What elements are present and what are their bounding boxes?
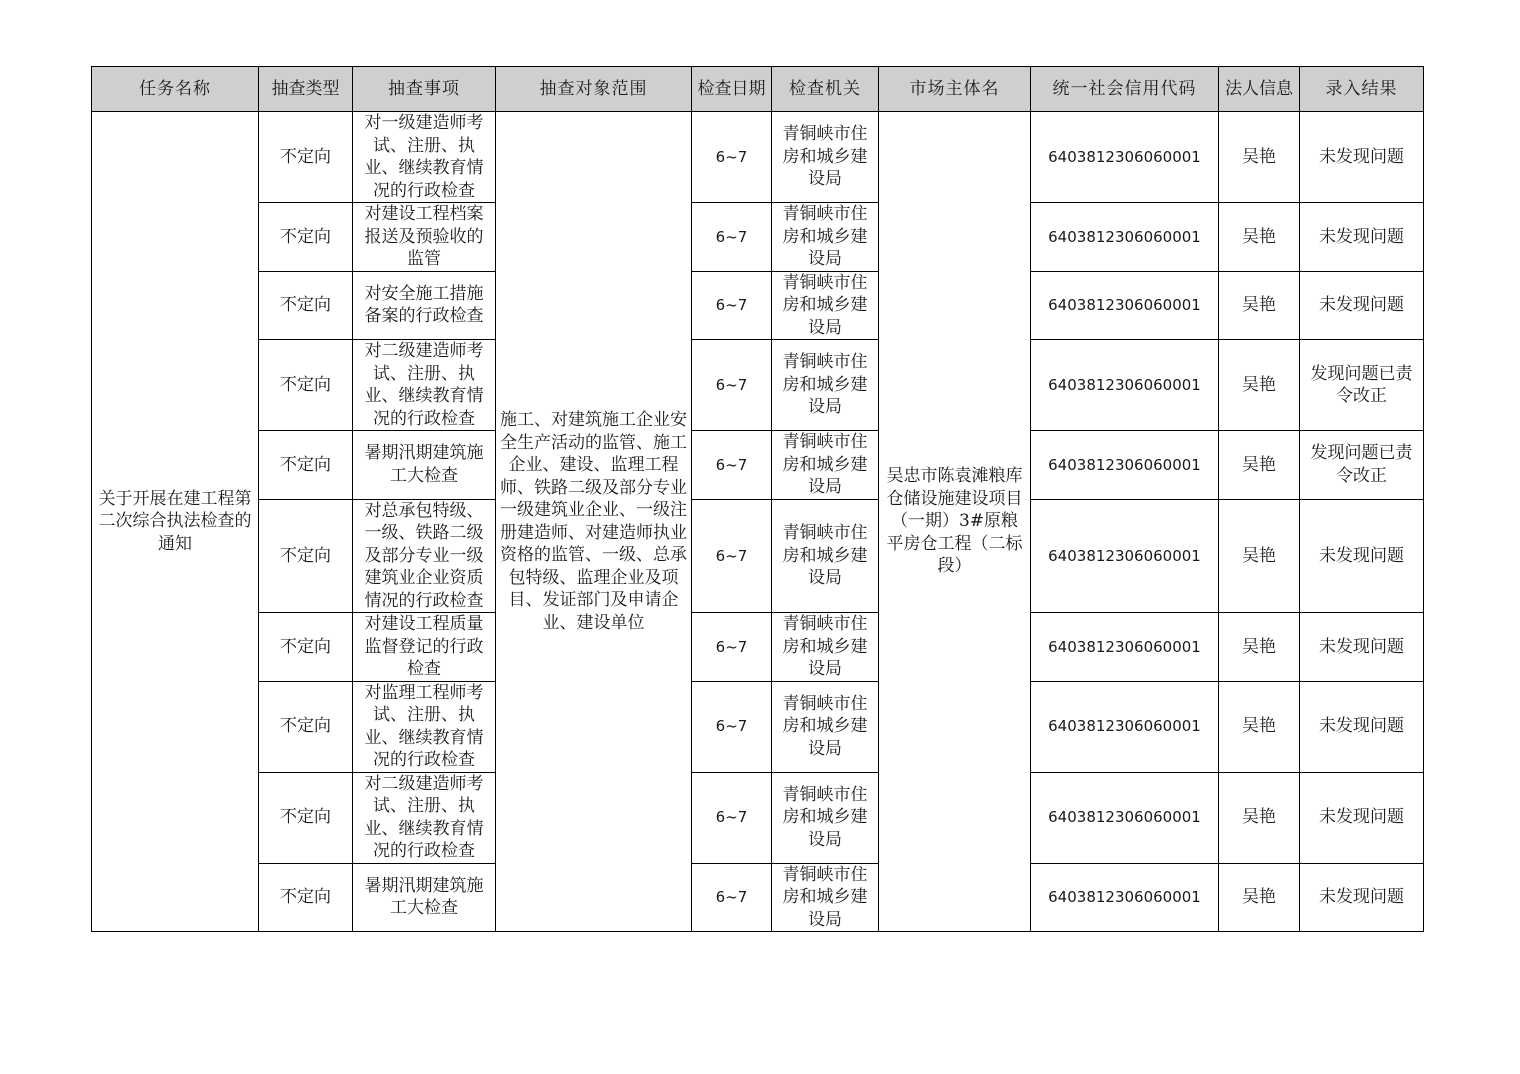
inspection-table [91, 66, 1424, 932]
check-agency-cell: 青铜峡市住房和城乡建设局 [772, 340, 879, 431]
check-agency-cell: 青铜峡市住房和城乡建设局 [772, 499, 879, 613]
legal-person-cell: 吴艳 [1219, 681, 1300, 772]
credit-code-cell: 6403812306060001 [1031, 271, 1219, 340]
legal-person-cell: 吴艳 [1219, 431, 1300, 500]
header-check-item: 抽查事项 [353, 67, 496, 112]
check-type-cell: 不定向 [259, 431, 353, 500]
check-date-cell: 6~7 [692, 203, 772, 272]
check-agency-cell: 青铜峡市住房和城乡建设局 [772, 772, 879, 863]
table-row [92, 863, 1424, 932]
entry-result-cell: 未发现问题 [1300, 863, 1424, 932]
entry-result-cell: 发现问题已责令改正 [1300, 340, 1424, 431]
header-check-date: 检查日期 [692, 67, 772, 112]
header-task-name: 任务名称 [92, 67, 259, 112]
credit-code-cell: 6403812306060001 [1031, 613, 1219, 682]
header-entry-result: 录入结果 [1300, 67, 1424, 112]
credit-code-cell: 6403812306060001 [1031, 772, 1219, 863]
entry-result-cell: 未发现问题 [1300, 681, 1424, 772]
check-item-cell: 对建设工程档案报送及预验收的监管 [353, 203, 496, 272]
check-agency-cell: 青铜峡市住房和城乡建设局 [772, 681, 879, 772]
legal-person-cell: 吴艳 [1219, 271, 1300, 340]
legal-person-cell: 吴艳 [1219, 863, 1300, 932]
legal-person-cell: 吴艳 [1219, 613, 1300, 682]
legal-person-cell: 吴艳 [1219, 499, 1300, 613]
check-item-cell: 对二级建造师考试、注册、执业、继续教育情况的行政检查 [353, 772, 496, 863]
header-check-type: 抽查类型 [259, 67, 353, 112]
credit-code-cell: 6403812306060001 [1031, 431, 1219, 500]
check-agency-cell: 青铜峡市住房和城乡建设局 [772, 112, 879, 203]
table-row [92, 772, 1424, 863]
check-scope-cell: 施工、对建筑施工企业安全生产活动的监管、施工企业、建设、监理工程师、铁路二级及部分专业一级建筑业企业、一级注册建造师、对建造师执业资格的监管、一级、总承包特级、监理企业及项目、发证部门及申请企业、建设单位 [496, 112, 692, 932]
credit-code-cell: 6403812306060001 [1031, 340, 1219, 431]
check-agency-cell: 青铜峡市住房和城乡建设局 [772, 613, 879, 682]
check-item-cell: 对总承包特级、一级、铁路二级及部分专业一级建筑业企业资质情况的行政检查 [353, 499, 496, 613]
check-date-cell: 6~7 [692, 431, 772, 500]
check-type-cell: 不定向 [259, 203, 353, 272]
check-item-cell: 对安全施工措施备案的行政检查 [353, 271, 496, 340]
check-date-cell: 6~7 [692, 271, 772, 340]
legal-person-cell: 吴艳 [1219, 772, 1300, 863]
check-item-cell: 对监理工程师考试、注册、执业、继续教育情况的行政检查 [353, 681, 496, 772]
check-item-cell: 暑期汛期建筑施工大检查 [353, 863, 496, 932]
table-row [92, 203, 1424, 272]
credit-code-cell: 6403812306060001 [1031, 112, 1219, 203]
table-row [92, 112, 1424, 203]
check-agency-cell: 青铜峡市住房和城乡建设局 [772, 271, 879, 340]
check-type-cell: 不定向 [259, 613, 353, 682]
table-row [92, 681, 1424, 772]
check-date-cell: 6~7 [692, 112, 772, 203]
check-date-cell: 6~7 [692, 772, 772, 863]
legal-person-cell: 吴艳 [1219, 203, 1300, 272]
entry-result-cell: 发现问题已责令改正 [1300, 431, 1424, 500]
check-date-cell: 6~7 [692, 340, 772, 431]
check-type-cell: 不定向 [259, 863, 353, 932]
check-agency-cell: 青铜峡市住房和城乡建设局 [772, 203, 879, 272]
header-check-agency: 检查机关 [772, 67, 879, 112]
table-row [92, 613, 1424, 682]
check-type-cell: 不定向 [259, 681, 353, 772]
check-date-cell: 6~7 [692, 681, 772, 772]
header-market-entity: 市场主体名 [879, 67, 1031, 112]
entry-result-cell: 未发现问题 [1300, 613, 1424, 682]
header-legal-person: 法人信息 [1219, 67, 1300, 112]
table-row [92, 499, 1424, 613]
check-type-cell: 不定向 [259, 499, 353, 613]
check-agency-cell: 青铜峡市住房和城乡建设局 [772, 431, 879, 500]
check-item-cell: 对一级建造师考试、注册、执业、继续教育情况的行政检查 [353, 112, 496, 203]
check-date-cell: 6~7 [692, 863, 772, 932]
credit-code-cell: 6403812306060001 [1031, 499, 1219, 613]
header-check-scope: 抽查对象范围 [496, 67, 692, 112]
check-item-cell: 对二级建造师考试、注册、执业、继续教育情况的行政检查 [353, 340, 496, 431]
check-type-cell: 不定向 [259, 112, 353, 203]
task-name-cell: 关于开展在建工程第二次综合执法检查的通知 [92, 112, 259, 932]
table-row [92, 271, 1424, 340]
check-item-cell: 暑期汛期建筑施工大检查 [353, 431, 496, 500]
table-row [92, 431, 1424, 500]
header-credit-code: 统一社会信用代码 [1031, 67, 1219, 112]
entry-result-cell: 未发现问题 [1300, 203, 1424, 272]
market-entity-cell: 吴忠市陈袁滩粮库仓储设施建设项目（一期）3#原粮平房仓工程（二标段） [879, 112, 1031, 932]
credit-code-cell: 6403812306060001 [1031, 203, 1219, 272]
check-date-cell: 6~7 [692, 613, 772, 682]
header-row [92, 67, 1424, 112]
entry-result-cell: 未发现问题 [1300, 772, 1424, 863]
legal-person-cell: 吴艳 [1219, 340, 1300, 431]
check-item-cell: 对建设工程质量监督登记的行政检查 [353, 613, 496, 682]
entry-result-cell: 未发现问题 [1300, 271, 1424, 340]
credit-code-cell: 6403812306060001 [1031, 681, 1219, 772]
credit-code-cell: 6403812306060001 [1031, 863, 1219, 932]
check-type-cell: 不定向 [259, 340, 353, 431]
check-date-cell: 6~7 [692, 499, 772, 613]
legal-person-cell: 吴艳 [1219, 112, 1300, 203]
check-type-cell: 不定向 [259, 271, 353, 340]
entry-result-cell: 未发现问题 [1300, 112, 1424, 203]
table-row [92, 340, 1424, 431]
check-agency-cell: 青铜峡市住房和城乡建设局 [772, 863, 879, 932]
entry-result-cell: 未发现问题 [1300, 499, 1424, 613]
check-type-cell: 不定向 [259, 772, 353, 863]
